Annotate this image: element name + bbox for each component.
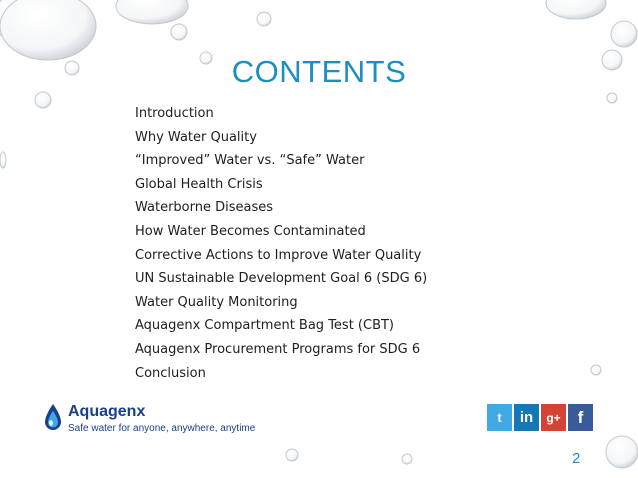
page-number: 2 [572,450,581,467]
contents-item: How Water Becomes Contaminated [135,223,366,239]
contents-item: “Improved” Water vs. “Safe” Water [135,153,365,169]
contents-item: Why Water Quality [135,129,257,145]
contents-item: Aquagenx Procurement Programs for SDG 6 [135,341,421,357]
contents-item: UN Sustainable Development Goal 6 (SDG 6) [135,271,428,287]
slide-title-wrap [0,54,638,90]
linkedin-icon[interactable] [514,404,539,431]
contents-item: Waterborne Diseases [135,200,274,216]
contents-item: Global Health Crisis [135,176,263,192]
twitter-glyph: t [497,410,502,425]
social-links [487,404,593,431]
slide-title: CONTENTS [231,54,407,89]
linkedin-glyph: in [519,409,534,426]
twitter-icon[interactable] [487,404,512,431]
contents-item: Corrective Actions to Improve Water Quality [135,247,422,263]
contents-list [135,104,427,387]
google-plus-glyph: g+ [546,410,561,425]
brand-tagline: Safe water for anyone, anywhere, anytime [68,423,256,434]
contents-item: Introduction [135,106,214,121]
facebook-icon[interactable] [568,404,593,431]
contents-item: Water Quality Monitoring [135,294,298,310]
water-drop-logo-icon [43,403,63,433]
facebook-glyph: f [577,407,584,427]
google-plus-icon[interactable] [541,404,566,431]
contents-item: Conclusion [135,365,206,381]
brand-name: Aquagenx [68,403,146,420]
contents-item: Aquagenx Compartment Bag Test (CBT) [135,318,395,334]
